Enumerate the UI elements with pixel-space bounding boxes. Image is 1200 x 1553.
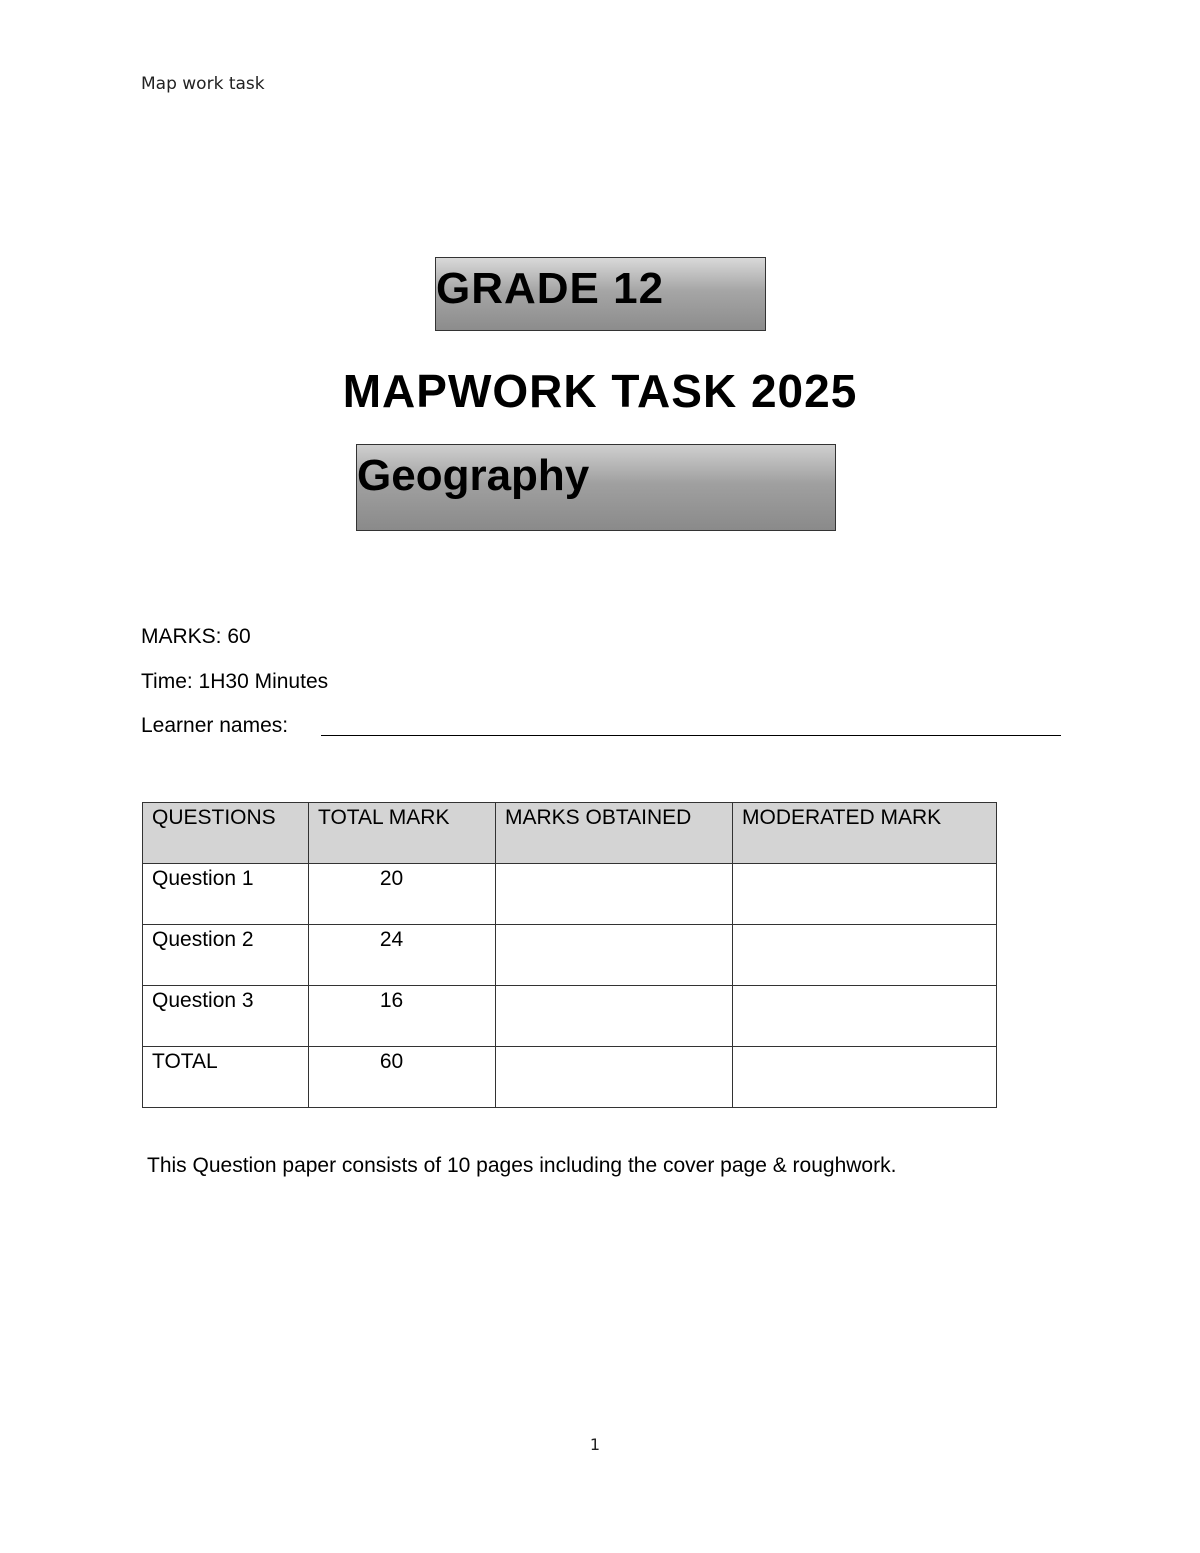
learner-names-label: Learner names: [141, 714, 289, 737]
column-header-total-mark: TOTAL MARK [309, 803, 496, 864]
table-row [143, 986, 997, 1047]
time-info: Time: 1H30 Minutes [141, 670, 329, 693]
total-mark-cell: 60 [309, 1047, 496, 1108]
moderated-mark-cell[interactable] [733, 1047, 997, 1108]
column-header-moderated-mark: MODERATED MARK [733, 803, 997, 864]
column-header-questions: QUESTIONS [143, 803, 309, 864]
learner-names-field[interactable] [321, 735, 1061, 736]
subject-banner [356, 444, 836, 531]
grade-label: GRADE 12 [436, 264, 665, 313]
moderated-mark-cell[interactable] [733, 925, 997, 986]
marks-obtained-cell[interactable] [496, 925, 733, 986]
column-header-marks-obtained: MARKS OBTAINED [496, 803, 733, 864]
marks-obtained-cell[interactable] [496, 1047, 733, 1108]
total-mark-cell: 24 [309, 925, 496, 986]
grade-banner [435, 257, 766, 331]
page-number: 1 [589, 1435, 601, 1454]
task-title: MAPWORK TASK 2025 [342, 365, 858, 417]
marks-obtained-cell[interactable] [496, 864, 733, 925]
table-header-row [143, 803, 997, 864]
table-row [143, 925, 997, 986]
moderated-mark-cell[interactable] [733, 864, 997, 925]
question-cell: Question 2 [143, 925, 309, 986]
running-header: Map work task [141, 74, 265, 94]
subject-label: Geography [357, 451, 590, 500]
table-row [143, 1047, 997, 1108]
question-cell: Question 1 [143, 864, 309, 925]
page-count-note: This Question paper consists of 10 pages including the cover page & roughwork. [147, 1154, 897, 1177]
marks-table [142, 802, 997, 1108]
table-row [143, 864, 997, 925]
marks-obtained-cell[interactable] [496, 986, 733, 1047]
total-mark-cell: 16 [309, 986, 496, 1047]
moderated-mark-cell[interactable] [733, 986, 997, 1047]
question-cell: Question 3 [143, 986, 309, 1047]
total-mark-cell: 20 [309, 864, 496, 925]
question-cell: TOTAL [143, 1047, 309, 1108]
marks-info: MARKS: 60 [141, 625, 251, 648]
